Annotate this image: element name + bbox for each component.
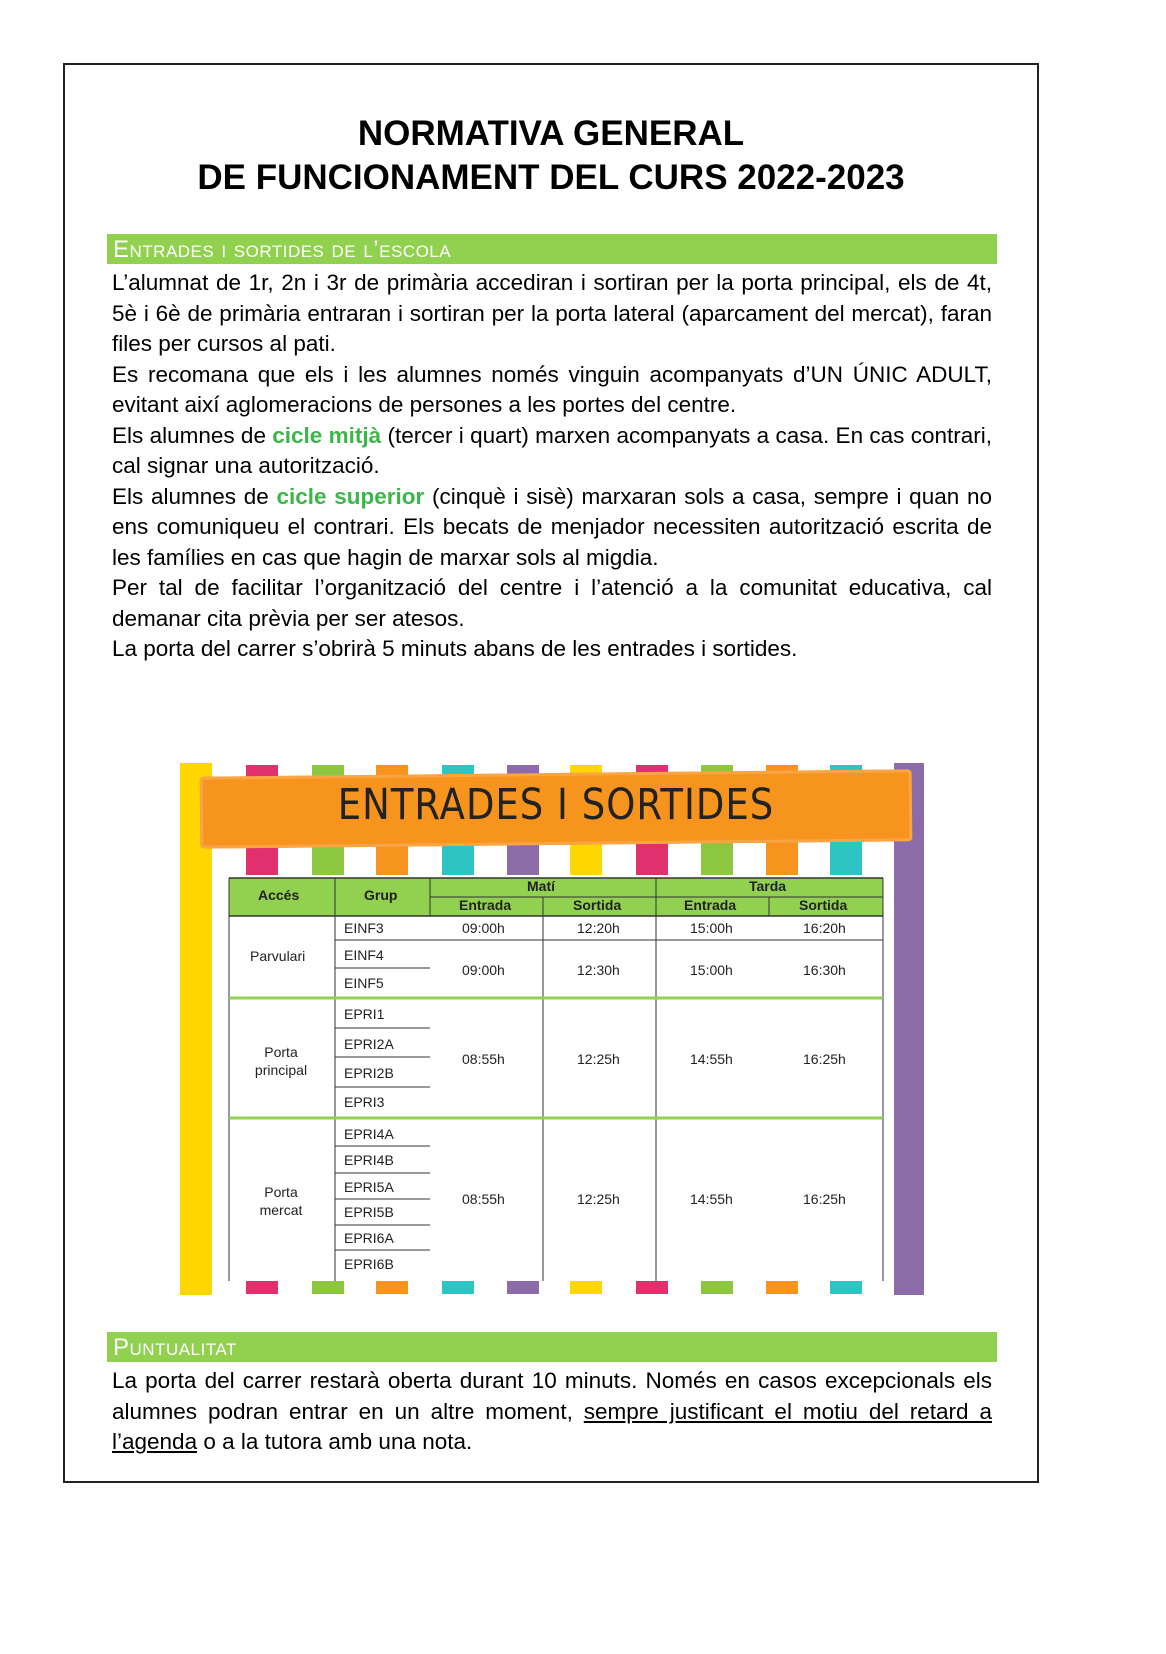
time-einf45-sortida-tarda: 16:30h — [803, 962, 846, 978]
section-heading-puntualitat: Puntualitat — [107, 1332, 997, 1362]
time-mercat-sortida-mati: 12:25h — [577, 1191, 620, 1207]
header-acces: Accés — [258, 887, 300, 903]
time-einf3-entrada-mati: 09:00h — [462, 920, 505, 936]
paragraph-cicle-superior — [112, 482, 992, 574]
group-epri2b: EPRI2B — [344, 1065, 394, 1081]
section-body-puntualitat — [112, 1366, 992, 1458]
group-epri3: EPRI3 — [344, 1094, 385, 1110]
header-entrada-tarda: Entrada — [684, 897, 737, 913]
paragraph-cicle-mitja — [112, 421, 992, 482]
text: (tercer i quart) marxen acompanyats a casa. En cas contrari, cal signar una autorització. — [112, 422, 992, 478]
time-principal-entrada-mati: 08:55h — [462, 1051, 505, 1067]
header-entrada-mati: Entrada — [459, 897, 512, 913]
purple-bar — [894, 763, 924, 1295]
paragraph-cita-previa: Per tal de facilitar l’organització del centre i l’atenció a la comunitat educativa, cal demanar cita prèvia per ser atesos. — [112, 575, 992, 631]
header-sortida-mati: Sortida — [573, 897, 622, 913]
group-epri4b: EPRI4B — [344, 1152, 394, 1168]
row-label-porta-principal: Porta principal — [254, 1044, 308, 1078]
time-mercat-entrada-mati: 08:55h — [462, 1191, 505, 1207]
paragraph-puntualitat — [112, 1366, 992, 1458]
page-title-line2: DE FUNCIONAMENT DEL CURS 2022-2023 — [197, 158, 905, 197]
page-title-line1: NORMATIVA GENERAL — [357, 114, 745, 153]
group-epri6b: EPRI6B — [344, 1256, 394, 1272]
section-body-entrades — [112, 268, 992, 665]
header-sortida-tarda: Sortida — [799, 897, 848, 913]
text: Els alumnes de — [112, 422, 273, 448]
section-heading-entrades: Entrades i sortides de l’escola — [107, 234, 997, 264]
time-einf3-sortida-mati: 12:20h — [577, 920, 620, 936]
paragraph-acces: L’alumnat de 1r, 2n i 3r de primària accediran i sortiran per la porta principal, els de 4t, 5è i 6è de primària entraran i sortiran per la porta lateral (aparcament del mercat), faran files per cursos al pati. — [112, 270, 992, 356]
text: o a la tutora amb una nota. — [197, 1429, 473, 1454]
paragraph-porta: La porta del carrer s’obrirà 5 minuts abans de les entrades i sortides. — [112, 636, 798, 661]
schedule-grid — [227, 876, 885, 1281]
group-einf5: EINF5 — [344, 975, 384, 991]
group-einf3: EINF3 — [344, 920, 384, 936]
time-principal-sortida-mati: 12:25h — [577, 1051, 620, 1067]
paragraph-adult: Es recomana que els i les alumnes només vinguin acompanyats d’UN ÚNIC ADULT, evitant així aglomeracions de persones a les portes del centre. — [112, 361, 992, 417]
time-einf3-sortida-tarda: 16:20h — [803, 920, 846, 936]
time-mercat-entrada-tarda: 14:55h — [690, 1191, 733, 1207]
highlight-cicle-mitja: cicle mitjà — [272, 422, 382, 448]
time-principal-sortida-tarda: 16:25h — [803, 1051, 846, 1067]
row-label-parvulari: Parvulari — [250, 948, 306, 964]
time-einf3-entrada-tarda: 15:00h — [690, 920, 733, 936]
header-tarda: Tarda — [749, 878, 787, 894]
group-epri6a: EPRI6A — [344, 1230, 394, 1246]
time-einf45-entrada-mati: 09:00h — [462, 962, 505, 978]
poster-banner-title: ENTRADES I SORTIDES — [337, 779, 775, 830]
text: La porta del carrer restarà oberta durant 10 minuts. Només en casos excepcionals els alumnes podran entrar en un altre moment, — [112, 1368, 992, 1424]
header-grup: Grup — [364, 887, 398, 903]
schedule-table — [227, 876, 885, 1281]
time-principal-entrada-tarda: 14:55h — [690, 1051, 733, 1067]
group-epri4a: EPRI4A — [344, 1126, 394, 1142]
time-mercat-sortida-tarda: 16:25h — [803, 1191, 846, 1207]
text: Els alumnes de — [112, 483, 277, 509]
underlined-text: sempre justificant el motiu del retard a l’agenda — [112, 1398, 992, 1454]
highlight-cicle-superior: cicle superior — [276, 483, 425, 509]
group-epri1: EPRI1 — [344, 1006, 385, 1022]
group-epri5b: EPRI5B — [344, 1204, 394, 1220]
time-einf45-entrada-tarda: 15:00h — [690, 962, 733, 978]
group-einf4: EINF4 — [344, 947, 384, 963]
header-mati: Matí — [527, 878, 555, 894]
group-epri2a: EPRI2A — [344, 1036, 394, 1052]
time-einf45-sortida-mati: 12:30h — [577, 962, 620, 978]
group-epri5a: EPRI5A — [344, 1179, 394, 1195]
text: (cinquè i sisè) marxaran sols a casa, sempre i quan no ens comuniqueu el contrari. Els becats de menjador necessiten autorització escrita de les famílies en cas que hagin de marxar sols al migdia. — [112, 483, 992, 570]
row-label-porta-mercat: Porta mercat — [259, 1184, 303, 1218]
